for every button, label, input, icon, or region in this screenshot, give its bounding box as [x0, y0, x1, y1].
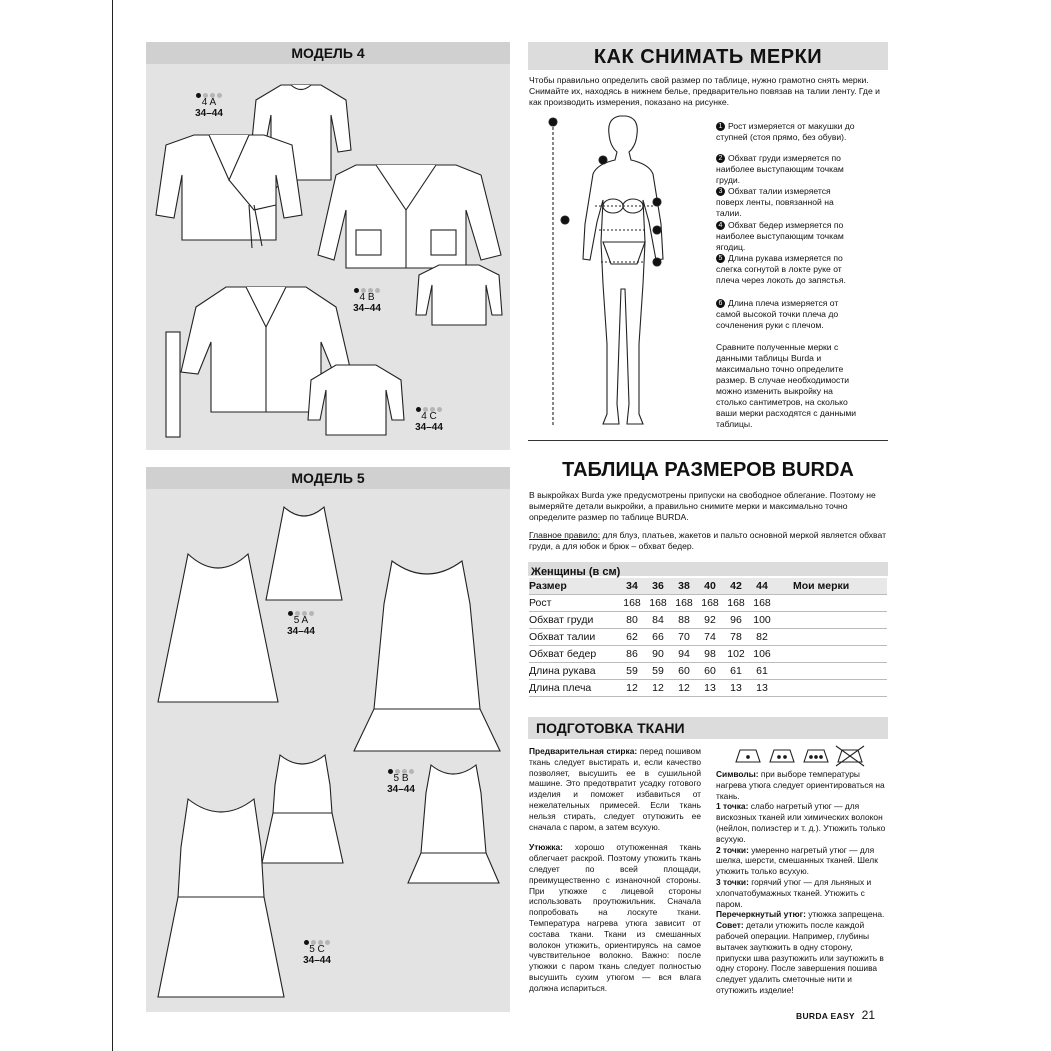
my-measure-cell: [775, 612, 887, 629]
size-dots: [412, 404, 446, 411]
header-size: 34: [619, 578, 645, 595]
crossed-iron-text: утюжка запрещена.: [805, 909, 885, 920]
point-number-badge: 1: [716, 122, 725, 131]
women-heading: Женщины (в см): [531, 566, 621, 578]
row-label: Рост: [529, 595, 619, 612]
measure-point-1: [716, 121, 856, 143]
size-dots: [284, 608, 318, 615]
three-dots-paragraph: [716, 877, 888, 909]
ironing-paragraph: [529, 842, 701, 993]
label-sizes: 34–44: [287, 626, 315, 637]
measure-title: КАК СНИМАТЬ МЕРКИ: [593, 46, 823, 68]
label-5c: [300, 937, 334, 966]
cell: 106: [749, 646, 775, 663]
symbols-label: Символы:: [716, 769, 759, 779]
label-sizes: 34–44: [387, 784, 415, 795]
garment-5b-front-sketch: [352, 559, 502, 754]
cell: 60: [697, 663, 723, 680]
page-number: 21: [861, 1008, 876, 1022]
header-size: 40: [697, 578, 723, 595]
cell: 59: [619, 663, 645, 680]
main-rule-text: для блуз, платьев, жакетов и пальто основной меркой является обхват груди, а для юбок и брюк – обхват бедер.: [529, 530, 887, 551]
fabric-title: ПОДГОТОВКА ТКАНИ: [536, 720, 685, 736]
garment-4c-back-sketch: [306, 360, 406, 440]
measure-point-3: [716, 186, 856, 219]
measure-point-4: [716, 220, 856, 253]
cell: 59: [645, 663, 671, 680]
fabric-title-bar: [528, 717, 888, 739]
section-divider: [528, 440, 888, 441]
measure-point-2: [716, 153, 856, 186]
model-5-title: МОДЕЛЬ 5: [146, 467, 510, 489]
size-dots: [384, 766, 418, 773]
cell: 13: [697, 680, 723, 697]
one-dot-text: слабо нагретый утюг — для вискозных тканей или химических волокон (нейлон, полиэстер и т. д.). Утюжить только всухую.: [716, 801, 886, 844]
row-label: Обхват бедер: [529, 646, 619, 663]
point-number-badge: 6: [716, 299, 725, 308]
measure-compare-note: Сравните полученные мерки с данными таблицы Burda и максимально точно определите размер. В случае необходимости можно изменить выкройку на столько сантиметров, на сколько ваши мерки расходятся с данными таблицы.: [716, 342, 857, 429]
label-sizes: 34–44: [415, 422, 443, 433]
size-dots: [300, 937, 334, 944]
cell: 82: [749, 629, 775, 646]
label-4b: [350, 285, 384, 314]
point-number-badge: 3: [716, 187, 725, 196]
garment-5b-back-sketch: [406, 763, 501, 888]
advice-paragraph: [716, 920, 888, 996]
garment-5a-front-sketch: [156, 552, 281, 707]
label-5a: [284, 608, 318, 637]
my-measure-cell: [775, 595, 887, 612]
label-name: 5 A: [293, 615, 309, 626]
ironing-text: хорошо отутюженная ткань облегчает раскрой. Поэтому утюжить ткань следует по всей площади, преимущественно с изнаночной стороны. При утюжке с лицевой стороны использовать проутюжильник. Сначала попробовать на лоскуте ткани. Температура нагрева утюга зависит от состава ткани. Ткани из смешанных волокон утюжить, ориентируясь на самое чувствительное волокно. Важно: после утюжки с паром ткань следует полностью высушить сухим утюгом — вся влага должна испариться.: [529, 842, 701, 993]
table-row: [529, 595, 887, 612]
header-label: Размер: [529, 578, 619, 595]
iron-symbols: [734, 744, 864, 766]
cell: 168: [697, 595, 723, 612]
three-dots-label: 3 точки:: [716, 876, 749, 887]
size-table: [529, 578, 887, 697]
header-size: 44: [749, 578, 775, 595]
fabric-column-2: [716, 769, 888, 996]
cell: 62: [619, 629, 645, 646]
cell: 78: [723, 629, 749, 646]
garment-4b-back-sketch: [414, 260, 504, 330]
cell: 96: [723, 612, 749, 629]
point-text: Обхват талии измеряется поверх ленты, повязанной на талии.: [716, 186, 834, 218]
point-text: Длина плеча измеряется от самой высокой точки плеча до сочленения руки с плечом.: [716, 298, 839, 330]
table-row: [529, 680, 887, 697]
cell: 168: [645, 595, 671, 612]
garment-4a-front-sketch: [154, 130, 304, 250]
cell: 102: [723, 646, 749, 663]
advice-label: Совет:: [716, 920, 744, 931]
model-4-title: МОДЕЛЬ 4: [146, 42, 510, 64]
fabric-column-1: [529, 746, 701, 994]
garment-5c-front-sketch: [156, 797, 286, 1002]
label-sizes: 34–44: [195, 108, 223, 119]
cell: 61: [749, 663, 775, 680]
two-dots-paragraph: [716, 845, 888, 877]
label-name: 4 A: [201, 97, 217, 108]
my-measure-cell: [775, 680, 887, 697]
footer-brand: BURDA EASY: [796, 1011, 855, 1021]
point-number-badge: 2: [716, 154, 725, 163]
measure-title-bar: [528, 42, 888, 70]
cell: 92: [697, 612, 723, 629]
size-table-header: [529, 578, 887, 595]
measure-point-6: [716, 298, 861, 331]
header-my-measures: Мои мерки: [775, 578, 887, 595]
table-row: [529, 629, 887, 646]
ironing-label: Утюжка:: [529, 842, 563, 853]
size-dots: [350, 285, 384, 292]
cell: 12: [619, 680, 645, 697]
label-sizes: 34–44: [303, 955, 331, 966]
cell: 100: [749, 612, 775, 629]
point-number-badge: 4: [716, 221, 725, 230]
cell: 168: [671, 595, 697, 612]
symbols-paragraph: [716, 769, 888, 801]
cell: 168: [723, 595, 749, 612]
cell: 74: [697, 629, 723, 646]
size-dots: [192, 90, 226, 97]
label-4a: [192, 90, 226, 119]
prewash-text: перед пошивом ткань следует выстирать и, если качество позволяет, высушить ее в сушильной машине. Это предотвратит усадку готового изделия и поможет избавиться от нежелательных примесей. Если ткань нельзя стирать, следует отутюжить ее сначала с паром, а затем всухую.: [529, 746, 701, 832]
cell: 12: [645, 680, 671, 697]
header-size: 36: [645, 578, 671, 595]
body-measurement-figure: [545, 114, 675, 434]
my-measure-cell: [775, 629, 887, 646]
label-4c: [412, 404, 446, 433]
label-name: 4 C: [421, 411, 437, 422]
garment-4b-front-sketch: [316, 160, 506, 275]
one-dot-paragraph: [716, 801, 888, 844]
cell: 13: [749, 680, 775, 697]
table-row: [529, 663, 887, 680]
iron-3-dots-icon: [804, 750, 828, 762]
page-footer: [796, 1008, 875, 1022]
size-table-title: ТАБЛИЦА РАЗМЕРОВ BURDA: [562, 459, 854, 481]
cell: 86: [619, 646, 645, 663]
cell: 66: [645, 629, 671, 646]
table-row: [529, 646, 887, 663]
size-table-intro: В выкройках Burda уже предусмотрены припуски на свободное облегание. Поэтому не вымеряйте детали выкройки, а правильно снимите мерки и максимально точно определите размер по таблице BURDA.: [529, 490, 876, 522]
cell: 94: [671, 646, 697, 663]
header-size: 42: [723, 578, 749, 595]
iron-1-dot-icon: [736, 750, 760, 762]
page-edge-line: [112, 0, 113, 1051]
measure-intro: Чтобы правильно определить свой размер по таблице, нужно грамотно снять мерки. Снимайте их, находясь в нижнем белье, предварительно повязав на талии ленту. Где и как производить измерения, показано на рисунке.: [529, 75, 880, 107]
cell: 168: [749, 595, 775, 612]
label-5b: [384, 766, 418, 795]
three-dots-text: горячий утюг — для льняных и хлопчатобумажных тканей. Утюжить с паром.: [716, 876, 872, 909]
iron-crossed-icon: [836, 746, 864, 766]
one-dot-label: 1 точка:: [716, 801, 749, 812]
crossed-iron-paragraph: [716, 909, 888, 920]
row-label: Обхват талии: [529, 629, 619, 646]
cell: 90: [645, 646, 671, 663]
label-name: 4 B: [359, 292, 375, 303]
model-4-panel: [146, 42, 510, 450]
symbols-text: при выборе температуры нагрева утюга следует ориентироваться на ткань.: [716, 769, 885, 801]
prewash-label: Предварительная стирка:: [529, 746, 638, 756]
cell: 60: [671, 663, 697, 680]
cell: 84: [645, 612, 671, 629]
header-size: 38: [671, 578, 697, 595]
measure-point-5: [716, 253, 861, 286]
crossed-iron-label: Перечеркнутый утюг:: [716, 909, 806, 920]
point-text: Обхват бедер измеряется по наиболее выступающим точкам ягодиц.: [716, 220, 844, 252]
advice-text: детали утюжить после каждой рабочей операции. Например, глубины вытачек заутюжить в одну сторону, припуски шва разутюжить или заутюжить в одну сторону. После завершения пошива следует удалить сметочные нити и отутюжить изделие!: [716, 920, 884, 995]
cell: 98: [697, 646, 723, 663]
main-rule-label: Главное правило:: [529, 530, 601, 540]
cell: 80: [619, 612, 645, 629]
point-text: Длина рукава измеряется по слегка согнутой в локте руке от плеча через локоть до запястья.: [716, 253, 846, 285]
cell: 61: [723, 663, 749, 680]
label-sizes: 34–44: [353, 303, 381, 314]
point-text: Рост измеряется от макушки до ступней (стоя прямо, без обуви).: [716, 121, 855, 142]
row-label: Длина плеча: [529, 680, 619, 697]
cell: 13: [723, 680, 749, 697]
iron-2-dots-icon: [770, 750, 794, 762]
label-name: 5 B: [393, 773, 409, 784]
two-dots-text: умеренно нагретый утюг — для шелка, шерсти, смешанных тканей. Шелк утюжить только всухую.: [716, 844, 878, 877]
model-5-panel: [146, 467, 510, 1012]
my-measure-cell: [775, 646, 887, 663]
row-label: Обхват груди: [529, 612, 619, 629]
cell: 88: [671, 612, 697, 629]
table-row: [529, 612, 887, 629]
point-number-badge: 5: [716, 254, 725, 263]
size-table-main-rule: [529, 530, 887, 552]
cell: 70: [671, 629, 697, 646]
two-dots-label: 2 точки:: [716, 844, 749, 855]
my-measure-cell: [775, 663, 887, 680]
point-text: Обхват груди измеряется по наиболее выступающим точкам груди.: [716, 153, 844, 185]
women-heading-bar: [528, 562, 888, 576]
cell: 12: [671, 680, 697, 697]
label-name: 5 C: [309, 944, 325, 955]
cell: 168: [619, 595, 645, 612]
row-label: Длина рукава: [529, 663, 619, 680]
prewash-paragraph: [529, 746, 701, 832]
